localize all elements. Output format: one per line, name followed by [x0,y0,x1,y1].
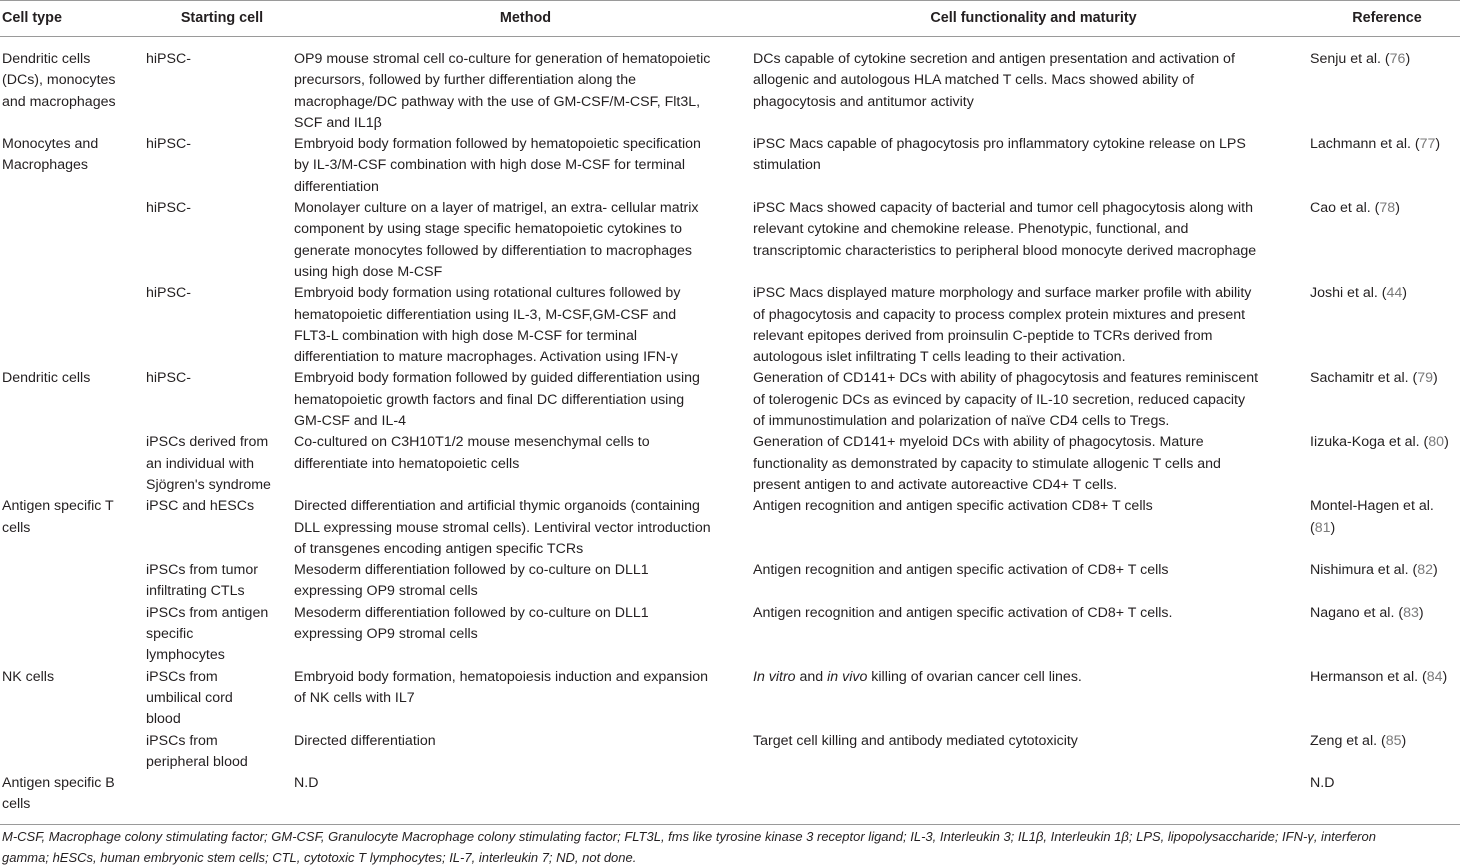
method-cell-line: expressing OP9 stromal cells [294,583,478,600]
method-cell-line: of transgenes encoding antigen specific TCRs [294,540,584,557]
functionality-cell-line: Generation of CD141+ DCs with ability of phagocytosis and features reminiscent [753,370,1259,387]
reference-cell [1310,496,1460,560]
reference-number-link[interactable]: 85 [1385,732,1402,749]
table-row [0,560,1460,603]
method-cell [294,773,753,824]
table-row [0,731,1460,774]
starting-cell-cell-line: iPSCs derived from [146,434,269,451]
reference-number-link[interactable]: 83 [1403,604,1419,621]
functionality-cell-line: allogenic and autologous HLA matched T cells. Macs showed ability of [753,72,1195,89]
reference-line [1310,518,1458,539]
functionality-cell-line: of immunostimulation and polarization of naïve CD4 cells to Tregs. [753,413,1170,430]
method-cell [294,198,753,283]
method-cell [294,560,753,603]
reference-number-link[interactable]: 44 [1386,285,1403,302]
reference-cell [1310,773,1460,824]
cell-type-cell [0,773,146,824]
header-reference: Reference [1310,1,1460,37]
functionality-cell-line: iPSC Macs showed capacity of bacterial and tumor cell phagocytosis along with [753,200,1253,217]
starting-cell-cell-line: iPSC and hESCs [146,498,255,515]
cell-type-cell-line: Dendritic cells [2,370,91,387]
functionality-cell [753,731,1310,774]
reference-number-link[interactable]: 80 [1428,434,1445,451]
reference-cell [1310,560,1460,603]
starting-cell-cell [146,198,294,283]
reference-line [1310,667,1458,688]
table-row [0,603,1460,667]
cell-type-cell [0,283,146,368]
starting-cell-cell-line: iPSCs from [146,732,218,749]
cell-type-cell [0,432,146,496]
functionality-cell-line: stimulation [753,157,821,174]
functionality-cell-line: Antigen recognition and antigen specific activation of CD8+ T cells. [753,604,1173,621]
method-cell-line: precursors, followed by further differentiation along the [294,72,637,89]
reference-text: Sachamitr et al. ( [1310,370,1418,387]
table-row [0,198,1460,283]
reference-text: Lachmann et al. ( [1310,136,1420,153]
starting-cell-cell-line: lymphocytes [146,647,225,664]
method-cell [294,667,753,731]
cell-type-cell-line: Antigen specific B [2,775,115,792]
reference-cell [1310,283,1460,368]
cell-type-cell-line: Dendritic cells [2,51,91,67]
reference-text: Cao et al. ( [1310,200,1380,217]
method-cell [294,496,753,560]
reference-cell [1310,368,1460,432]
starting-cell-cell-line: umbilical cord [146,689,233,706]
reference-line [1310,198,1458,219]
method-cell-line: using high dose M-CSF [294,263,443,280]
reference-cell [1310,603,1460,667]
functionality-cell-line: Target cell killing and antibody mediated cytotoxicity [753,732,1078,749]
table-row [0,773,1460,824]
reference-text: Joshi et al. ( [1310,285,1387,302]
table-row [0,432,1460,496]
reference-text: Iizuka-Koga et al. ( [1310,434,1429,451]
reference-cell [1310,432,1460,496]
method-cell-line: SCF and IL1β [294,114,382,131]
cell-type-cell [0,134,146,198]
method-cell [294,731,753,774]
method-cell-line: hematopoietic differentiation using IL-3, M-CSF,GM-CSF and [294,306,677,323]
method-cell-line: FLT3-L combination with high dose M-CSF for terminal [294,327,637,344]
functionality-cell-line: transcriptomic characteristics to peripheral blood monocyte derived macrophage [753,242,1257,259]
reference-cell [1310,731,1460,774]
functionality-cell-line: of tolerogenic DCs as evinced by capacity of IL-10 secretion, reduced capacity [753,391,1246,408]
table-row [0,134,1460,198]
starting-cell-cell-line: hiPSC- [146,136,191,153]
functionality-cell [753,432,1310,496]
reference-line [1310,731,1458,752]
method-cell [294,37,753,135]
method-cell-line: differentiate into hematopoietic cells [294,455,520,472]
reference-close-paren: ) [1405,51,1411,67]
header-functionality: Cell functionality and maturity [753,1,1310,37]
functionality-cell-line: Antigen recognition and antigen specific activation CD8+ T cells [753,498,1153,515]
cell-type-cell [0,603,146,667]
method-cell [294,368,753,432]
functionality-cell [753,773,1310,824]
starting-cell-cell-line: hiPSC- [146,285,191,302]
starting-cell-cell [146,283,294,368]
starting-cell-cell [146,773,294,824]
method-cell [294,283,753,368]
footnote-line: M-CSF, Macrophage colony stimulating factor; GM-CSF, Granulocyte Macrophage colony stimulating factor; FLT3L, fms like tyrosine kinase 3 receptor ligand; IL-3, Interleukin 3; IL1β, Interleukin 1β; LPS, lipopolysaccharide; IFN-γ, interferon [2,829,1376,844]
functionality-cell-line: functionality as demonstrated by capacity to stimulate allogenic T cells and [753,455,1221,472]
reference-cell [1310,667,1460,731]
header-cell-type: Cell type [0,1,146,37]
functionality-cell-line: iPSC Macs capable of phagocytosis pro inflammatory cytokine release on LPS [753,136,1246,153]
functionality-segment: in vivo [827,668,868,685]
cell-type-cell [0,667,146,731]
reference-number-link[interactable]: 84 [1426,668,1443,685]
method-cell-line: Mesoderm differentiation followed by co-culture on DLL1 [294,562,649,579]
functionality-cell-line: present antigen to and activate autoreactive CD4+ T cells. [753,476,1118,493]
starting-cell-cell [146,134,294,198]
starting-cell-cell-line: iPSCs from tumor [146,562,258,579]
starting-cell-cell-line: blood [146,711,181,728]
reference-text: Zeng et al. ( [1310,732,1386,749]
functionality-cell [753,37,1310,135]
reference-text: Senju et al. ( [1310,51,1390,67]
reference-number-link[interactable]: 82 [1417,562,1434,579]
starting-cell-cell-line: an individual with [146,455,255,472]
method-cell-line: of NK cells with IL7 [294,689,415,706]
starting-cell-cell-line: peripheral blood [146,753,248,770]
method-cell-line: generate monocytes followed by differentiation to macrophages [294,242,693,259]
starting-cell-cell-line: hiPSC- [146,51,191,67]
method-cell-line: Mesoderm differentiation followed by co-culture on DLL1 [294,604,649,621]
reference-cell [1310,134,1460,198]
cell-type-cell-line: cells [2,519,31,536]
functionality-cell-line: of phagocytosis and capacity to process complex protein mixtures and present [753,306,1246,323]
method-cell-line: OP9 mouse stromal cell co-culture for generation of hematopoietic [294,51,711,67]
cell-type-cell [0,496,146,560]
starting-cell-cell [146,731,294,774]
method-cell-line: Embryoid body formation followed by guided differentiation using [294,370,700,387]
functionality-cell-line: Antigen recognition and antigen specific activation of CD8+ T cells [753,562,1169,579]
starting-cell-cell [146,432,294,496]
table-row [0,496,1460,560]
reference-line [1310,603,1458,624]
header-method: Method [294,1,753,37]
functionality-cell [753,368,1310,432]
starting-cell-cell [146,667,294,731]
header-starting-cell: Starting cell [146,1,294,37]
starting-cell-cell-line: hiPSC- [146,200,191,217]
starting-cell-cell-line: hiPSC- [146,370,191,387]
reference-line [1310,496,1458,517]
reference-number-link[interactable]: 77 [1419,136,1436,153]
cell-type-cell [0,198,146,283]
cell-type-cell-line: cells [2,796,31,813]
reference-text: ( [1310,519,1315,536]
reference-close-paren: ) [1401,732,1407,749]
functionality-cell-line: relevant cytokine and chemokine release. Phenotypic, functional, and [753,221,1189,238]
table-header-row [0,1,1460,37]
functionality-segment: killing of ovarian cancer cell lines. [867,668,1082,685]
starting-cell-cell [146,368,294,432]
cell-type-cell-line: Macrophages [2,157,88,174]
method-cell [294,432,753,496]
reference-close-paren: ) [1433,370,1438,387]
starting-cell-cell-line: infiltrating CTLs [146,583,245,600]
starting-cell-cell-line: iPSCs from antigen [146,604,269,621]
reference-line [1310,49,1458,70]
starting-cell-cell [146,496,294,560]
reference-text: N.D [1310,775,1335,792]
functionality-cell-line: phagocytosis and antitumor activity [753,93,974,110]
reference-close-paren: ) [1435,136,1441,153]
starting-cell-cell [146,560,294,603]
reference-number-link[interactable]: 78 [1379,200,1396,217]
reference-close-paren: ) [1330,519,1336,536]
starting-cell-cell [146,37,294,135]
method-cell-line: by IL-3/M-CSF combination with high dose M-CSF for terminal [294,157,686,174]
method-cell-line: GM-CSF and IL-4 [294,413,406,430]
reference-close-paren: ) [1444,434,1449,451]
method-cell [294,134,753,198]
method-cell-line: differentiation to mature macrophages. Activation using IFN-γ [294,349,678,366]
functionality-cell-line: relevant epitopes derived from proinsulin C-peptide to TCRs derived from [753,327,1213,344]
method-cell-line: expressing OP9 stromal cells [294,626,478,643]
cell-type-cell-line: (DCs), monocytes [2,72,116,89]
method-cell-line: macrophage/DC pathway with the use of GM-CSF/M-CSF, Flt3L, [294,93,701,110]
reference-close-paren: ) [1402,285,1408,302]
functionality-cell-line: DCs capable of cytokine secretion and antigen presentation and activation of [753,51,1235,67]
method-cell-line: N.D [294,775,319,792]
functionality-cell [753,560,1310,603]
reference-cell [1310,37,1460,135]
cell-type-cell [0,560,146,603]
reference-close-paren: ) [1418,604,1424,621]
cell-type-cell [0,368,146,432]
functionality-segment: and [795,668,828,685]
reference-line [1310,560,1458,581]
reference-text: Montel-Hagen et al. [1310,498,1434,515]
method-cell-line: Co-cultured on C3H10T1/2 mouse mesenchymal cells to [294,434,650,451]
method-cell-line: hematopoietic growth factors and final DC differentiation using [294,391,685,408]
functionality-cell [753,496,1310,560]
functionality-cell-line: iPSC Macs displayed mature morphology and surface marker profile with ability [753,285,1252,302]
reference-line [1310,134,1458,155]
reference-text: Hermanson et al. ( [1310,668,1427,685]
reference-close-paren: ) [1395,200,1400,217]
method-cell-line: Embryoid body formation using rotational cultures followed by [294,285,681,302]
functionality-cell [753,134,1310,198]
table-row [0,37,1460,135]
reference-close-paren: ) [1433,562,1438,579]
cell-type-cell [0,731,146,774]
starting-cell-cell-line: iPSCs from [146,668,218,685]
starting-cell-cell-line: specific [146,626,194,643]
method-cell-line: Directed differentiation and artificial thymic organoids (containing [294,498,700,515]
method-cell-line: Embryoid body formation followed by hematopoietic specification [294,136,701,153]
method-cell-line: Monolayer culture on a layer of matrigel, an extra- cellular matrix [294,200,699,217]
footnote-line: gamma; hESCs, human embryonic stem cells; CTL, cytotoxic T lymphocytes; IL-7, interleukin 7; ND, not done. [2,850,637,865]
cell-type-cell-line: Monocytes and [2,136,99,153]
reference-close-paren: ) [1442,668,1448,685]
method-cell-line: Directed differentiation [294,732,436,749]
method-cell-line: differentiation [294,178,379,195]
functionality-segment: In vitro [753,668,796,685]
cell-type-cell [0,37,146,135]
table-row [0,667,1460,731]
reference-number-link[interactable]: 81 [1314,519,1331,536]
functionality-cell-line [753,667,1308,688]
functionality-cell-line: autologous islet infiltrating T cells leading to their activation. [753,349,1126,366]
reference-cell [1310,198,1460,283]
method-cell-line: component by using stage specific hematopoietic cytokines to [294,221,683,238]
reference-line [1310,432,1458,453]
cell-type-cell-line: and macrophages [2,93,116,110]
reference-number-link[interactable]: 76 [1389,51,1406,67]
starting-cell-cell [146,603,294,667]
functionality-cell [753,667,1310,731]
cell-type-cell-line: NK cells [2,668,55,685]
method-cell-line: DLL expressing mouse stromal cells). Lentiviral vector introduction [294,519,711,536]
reference-number-link[interactable]: 79 [1417,370,1434,387]
reference-line [1310,283,1458,304]
functionality-cell-line: Generation of CD141+ myeloid DCs with ability of phagocytosis. Mature [753,434,1204,451]
reference-line [1310,773,1458,794]
functionality-cell [753,283,1310,368]
reference-text: Nagano et al. ( [1310,604,1404,621]
functionality-cell [753,198,1310,283]
reference-line [1310,368,1458,389]
reference-text: Nishimura et al. ( [1310,562,1418,579]
cell-type-cell-line: Antigen specific T [2,498,114,515]
method-cell [294,603,753,667]
method-cell-line: Embryoid body formation, hematopoiesis induction and expansion [294,668,709,685]
starting-cell-cell-line: Sjögren's syndrome [146,476,271,493]
functionality-cell [753,603,1310,667]
table-footnote [2,826,1458,868]
table-row [0,283,1460,368]
table-row [0,368,1460,432]
